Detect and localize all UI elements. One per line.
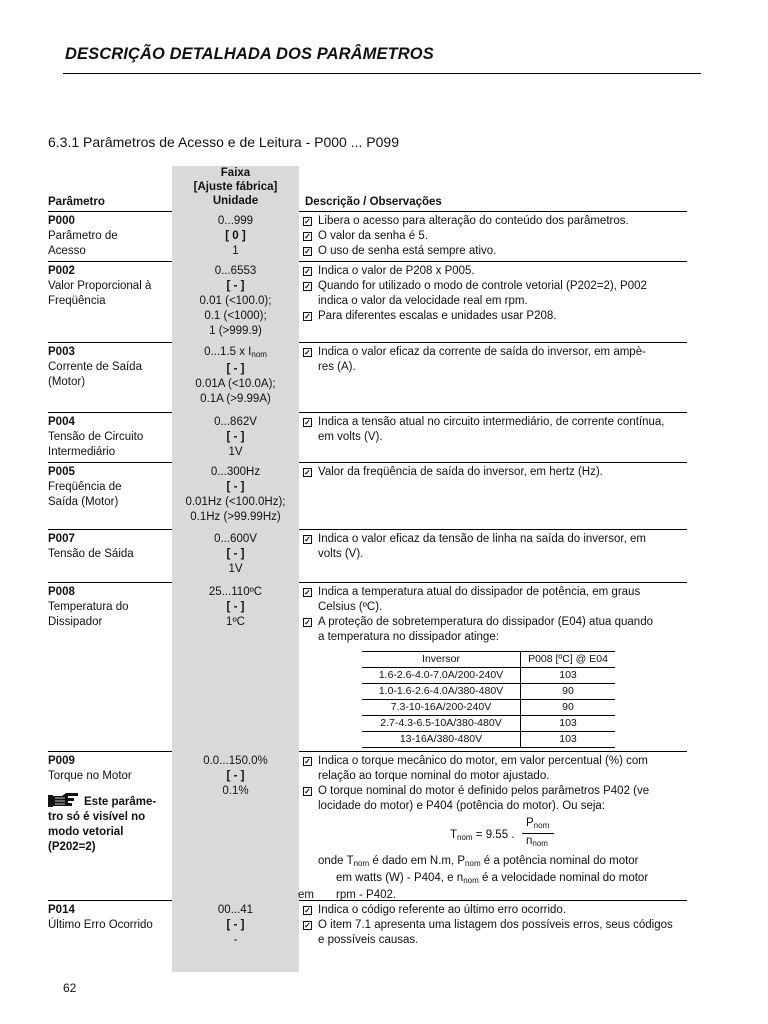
description-line: Valor da freqüência de saída do inversor, em hertz (Hz). bbox=[318, 466, 603, 478]
description-line: e possíveis causas. bbox=[318, 934, 419, 946]
checkbox-icon: ✓ bbox=[304, 267, 311, 276]
description-item bbox=[302, 465, 688, 480]
description-line: O valor da senha é 5. bbox=[318, 230, 428, 242]
row-rule bbox=[48, 462, 172, 463]
parameter-name-cell bbox=[48, 585, 170, 630]
inverter-table-cell: 1.6-2.6-4.0-7.0A/200-240V bbox=[362, 668, 521, 684]
description-item bbox=[302, 214, 688, 229]
description-line: Indica a temperatura atual do dissipador de potência, em graus bbox=[318, 586, 641, 598]
description-line: Libera o acesso para alteração do conteúdo dos parâmetros. bbox=[318, 215, 629, 227]
range-cell bbox=[172, 214, 299, 259]
range-value bbox=[172, 377, 299, 392]
range-value-text: 25...110ºC bbox=[208, 586, 263, 598]
page-number: 62 bbox=[63, 981, 77, 995]
parameter-name-cell bbox=[48, 345, 170, 390]
inverter-table-row bbox=[362, 716, 615, 732]
description-line: O item 7.1 apresenta uma listagem dos possíveis erros, seus códigos bbox=[318, 919, 673, 931]
vector-mode-note-line: tro só é visível no bbox=[48, 811, 146, 823]
range-value bbox=[172, 415, 299, 430]
description-item bbox=[302, 754, 688, 784]
description-line: volts (V). bbox=[318, 548, 364, 560]
parameter-name-cell bbox=[48, 903, 170, 933]
range-value-text: 00...41 bbox=[217, 904, 254, 916]
range-value bbox=[172, 362, 299, 377]
row-rule bbox=[48, 582, 172, 583]
formula-lhs: $T_{nom} = 9.55$ . bbox=[450, 829, 515, 842]
range-value-text: [ - ] bbox=[226, 481, 245, 493]
range-value bbox=[172, 615, 299, 630]
range-value bbox=[172, 279, 299, 294]
range-value bbox=[172, 600, 299, 615]
inverter-table-cell: 90 bbox=[521, 684, 616, 700]
range-value bbox=[172, 562, 299, 577]
row-rule bbox=[48, 261, 172, 262]
range-value-text: [ 0 ] bbox=[225, 230, 246, 242]
range-value-text: - bbox=[233, 934, 238, 946]
checkbox-icon: ✓ bbox=[304, 757, 311, 766]
inverter-table-row bbox=[362, 668, 615, 684]
page-header-title: DESCRIÇÃO DETALHADA DOS PARÂMETROS bbox=[65, 45, 434, 63]
checkbox-icon: ✓ bbox=[304, 906, 311, 915]
range-value-text: 0.1% bbox=[222, 785, 249, 797]
range-value-text: 0.01 (<100.0); bbox=[199, 295, 272, 307]
description-line: locidade do motor) e P404 (potência do motor). Ou seja: bbox=[318, 800, 606, 812]
parameter-name-line: Acesso bbox=[48, 245, 86, 257]
range-value-text: 0...6553 bbox=[214, 265, 257, 277]
description-item bbox=[302, 415, 688, 445]
formula-explanation-line: em watts (W) - P404, e $n_{nom}$ é a velocidade nominal do motor bbox=[336, 872, 649, 885]
parameter-code: P000 bbox=[48, 215, 75, 227]
description-cell bbox=[302, 465, 688, 480]
description-line: Indica a tensão atual no circuito intermediário, de corrente contínua, bbox=[318, 416, 665, 428]
inverter-table-cell: 103 bbox=[521, 716, 616, 732]
description-line: Quando for utilizado o modo de controle vetorial (P202=2), P002 bbox=[318, 280, 647, 292]
description-cell bbox=[302, 532, 688, 562]
range-value bbox=[172, 903, 299, 918]
description-line: O torque nominal do motor é definido pelos parâmetros P402 (ve bbox=[318, 785, 650, 797]
parameter-name-cell bbox=[48, 415, 170, 460]
range-value bbox=[172, 294, 299, 309]
checkbox-icon: ✓ bbox=[304, 282, 311, 291]
column-header-range-line: [Ajuste fábrica] bbox=[193, 181, 278, 193]
range-value-text: 1ºC bbox=[226, 616, 245, 628]
parameter-name-line: (Motor) bbox=[48, 376, 86, 388]
description-cell bbox=[302, 415, 688, 445]
range-value bbox=[172, 309, 299, 324]
range-value bbox=[172, 784, 299, 799]
row-rule bbox=[299, 529, 687, 530]
range-value bbox=[172, 345, 299, 362]
row-rule bbox=[299, 582, 687, 583]
row-rule bbox=[299, 412, 687, 413]
column-header-range-line: Unidade bbox=[212, 195, 259, 207]
range-value bbox=[172, 229, 299, 244]
checkbox-icon: ✓ bbox=[304, 217, 311, 226]
parameter-name-cell bbox=[48, 532, 170, 562]
parameter-name-cell bbox=[48, 214, 170, 259]
pointing-hand-icon bbox=[48, 792, 80, 808]
parameter-code: P009 bbox=[48, 755, 75, 767]
description-line: Indica o valor eficaz da tensão de linha na saída do inversor, em bbox=[318, 533, 646, 545]
range-value-text: 0...1.5 x I bbox=[204, 346, 252, 358]
inverter-temperature-table bbox=[362, 651, 615, 748]
parameter-name-line: Corrente de Saída bbox=[48, 361, 142, 373]
checkbox-icon: ✓ bbox=[304, 468, 311, 477]
checkbox-icon: ✓ bbox=[304, 418, 311, 427]
range-value-text: 1 bbox=[232, 245, 239, 257]
parameter-name-line: Valor Proporcional à bbox=[48, 280, 152, 292]
range-cell bbox=[172, 345, 299, 407]
range-value bbox=[172, 510, 299, 525]
range-value-text: 1V bbox=[228, 563, 243, 575]
range-value bbox=[172, 430, 299, 445]
description-item bbox=[302, 918, 688, 948]
inverter-table-cell: 13-16A/380-480V bbox=[362, 732, 521, 748]
inverter-table-cell: 103 bbox=[521, 668, 616, 684]
description-line: res (A). bbox=[318, 361, 356, 373]
description-line: em volts (V). bbox=[318, 431, 383, 443]
description-line: a temperatura no dissipador atinge: bbox=[318, 631, 499, 643]
parameter-code: P002 bbox=[48, 265, 75, 277]
range-value-text: [ - ] bbox=[226, 431, 245, 443]
range-value bbox=[172, 547, 299, 562]
range-value bbox=[172, 769, 299, 784]
description-line: relação ao torque nominal do motor ajustado. bbox=[318, 770, 550, 782]
description-line: Indica o valor de P208 x P005. bbox=[318, 265, 475, 277]
description-item bbox=[302, 532, 688, 562]
range-value bbox=[172, 214, 299, 229]
row-rule bbox=[48, 529, 172, 530]
parameter-name-line: Tensão de Sáida bbox=[48, 548, 134, 560]
description-line: Para diferentes escalas e unidades usar P208. bbox=[318, 310, 557, 322]
inverter-table-header-cell: Inversor bbox=[362, 652, 521, 668]
description-line: Indica o torque mecânico do motor, em valor percentual (%) com bbox=[318, 755, 648, 767]
checkbox-icon: ✓ bbox=[304, 588, 311, 597]
range-cell bbox=[172, 903, 299, 948]
description-item bbox=[302, 903, 688, 918]
inverter-table-cell: 1.0-1.6-2.6-4.0A/380-480V bbox=[362, 684, 521, 700]
range-value-text: [ - ] bbox=[226, 770, 245, 782]
header-rule bbox=[63, 73, 701, 74]
description-line: A proteção de sobretemperatura do dissipador (E04) atua quando bbox=[318, 616, 653, 628]
range-value-text: [ - ] bbox=[226, 919, 245, 931]
row-rule bbox=[48, 342, 172, 343]
description-item bbox=[302, 244, 688, 259]
parameter-code: P014 bbox=[48, 904, 75, 916]
parameter-code: P003 bbox=[48, 346, 75, 358]
checkbox-icon: ✓ bbox=[304, 618, 311, 627]
row-rule bbox=[48, 211, 172, 212]
description-line: Indica o código referente ao último erro ocorrido. bbox=[318, 904, 567, 916]
row-rule bbox=[299, 211, 687, 212]
range-cell bbox=[172, 754, 299, 799]
range-cell bbox=[172, 585, 299, 630]
description-item bbox=[302, 309, 688, 324]
range-value-text: 0.01A (<10.0A); bbox=[195, 378, 276, 390]
parameter-name-cell bbox=[48, 754, 170, 855]
range-value-text: 0.0...150.0% bbox=[203, 755, 268, 767]
column-header-range-line: Faixa bbox=[220, 167, 251, 179]
range-value-text: 0.01Hz (<100.0Hz); bbox=[185, 496, 286, 508]
range-value bbox=[172, 480, 299, 495]
description-cell bbox=[302, 345, 688, 375]
checkbox-icon: ✓ bbox=[304, 348, 311, 357]
row-rule bbox=[299, 462, 687, 463]
description-line: Celsius (ºC). bbox=[318, 601, 383, 613]
parameter-name-line: Parâmetro de bbox=[48, 230, 118, 242]
parameter-name-line: Torque no Motor bbox=[48, 770, 132, 782]
inverter-table-row bbox=[362, 732, 615, 748]
parameter-name-line: Último Erro Ocorrido bbox=[48, 919, 153, 931]
inverter-table-cell: 2.7-4.3-6.5-10A/380-480V bbox=[362, 716, 521, 732]
column-header-parameter: Parâmetro bbox=[48, 196, 105, 208]
range-value bbox=[172, 392, 299, 407]
range-value-text: [ - ] bbox=[226, 363, 245, 375]
description-item bbox=[302, 279, 688, 309]
range-value-text: 1 (>999.9) bbox=[209, 325, 262, 337]
parameter-name-line: Freqüência bbox=[48, 295, 106, 307]
range-value-text: [ - ] bbox=[226, 601, 245, 613]
range-value-text: 0...999 bbox=[217, 215, 254, 227]
parameter-name-line: Freqüência de bbox=[48, 481, 122, 493]
checkbox-icon: ✓ bbox=[304, 787, 311, 796]
range-value-text: 1V bbox=[228, 446, 243, 458]
parameter-code: P008 bbox=[48, 586, 75, 598]
inverter-table-row bbox=[362, 700, 615, 716]
vector-mode-note-line: (P202=2) bbox=[48, 841, 96, 853]
description-item bbox=[302, 229, 688, 244]
formula-numerator: $P_{nom}$ bbox=[526, 817, 550, 830]
column-header-description: Descrição / Observações bbox=[305, 196, 442, 208]
parameter-code: P004 bbox=[48, 416, 75, 428]
checkbox-icon: ✓ bbox=[304, 247, 311, 256]
description-item bbox=[302, 784, 688, 814]
inverter-table-cell: 7.3-10-16A/200-240V bbox=[362, 700, 521, 716]
row-rule bbox=[48, 751, 172, 752]
parameter-code: P007 bbox=[48, 533, 75, 545]
range-value bbox=[172, 918, 299, 933]
vector-mode-note-line: modo vetorial bbox=[48, 826, 124, 838]
inverter-table-header-row bbox=[362, 652, 615, 668]
inverter-table-row bbox=[362, 684, 615, 700]
inverter-table-cell: 90 bbox=[521, 700, 616, 716]
range-subscript: nom bbox=[251, 350, 267, 359]
range-value-text: 0...862V bbox=[214, 416, 257, 428]
checkbox-icon: ✓ bbox=[304, 232, 311, 241]
parameter-name-line: Saída (Motor) bbox=[48, 496, 119, 508]
parameter-name-cell bbox=[48, 264, 170, 309]
range-cell bbox=[172, 415, 299, 460]
range-value bbox=[172, 465, 299, 480]
range-value bbox=[172, 754, 299, 769]
inverter-table-cell: 103 bbox=[521, 732, 616, 748]
description-cell bbox=[302, 585, 688, 645]
vector-mode-note-line: Este parâme- bbox=[84, 796, 157, 808]
section-title: 6.3.1 Parâmetros de Acesso e de Leitura - P000 ... P099 bbox=[48, 134, 399, 150]
row-rule bbox=[48, 412, 172, 413]
formula-denominator: $n_{nom}$ bbox=[526, 835, 548, 848]
row-rule bbox=[299, 342, 687, 343]
parameter-name-line: Dissipador bbox=[48, 616, 103, 628]
parameter-name-cell bbox=[48, 465, 170, 510]
range-cell bbox=[172, 465, 299, 525]
parameter-name-line: Tensão de Circuito bbox=[48, 431, 144, 443]
row-rule bbox=[299, 751, 687, 752]
range-value bbox=[172, 933, 299, 948]
checkbox-icon: ✓ bbox=[304, 535, 311, 544]
description-line: indica o valor da velocidade real em rpm. bbox=[318, 295, 528, 307]
column-header-range bbox=[172, 166, 299, 208]
formula-explanation-line: em rpm - P402. bbox=[298, 889, 397, 901]
description-item bbox=[302, 345, 688, 375]
description-cell bbox=[302, 903, 688, 948]
range-value bbox=[172, 244, 299, 259]
torque-formula bbox=[302, 816, 688, 854]
range-value-text: [ - ] bbox=[226, 280, 245, 292]
description-item bbox=[302, 585, 688, 615]
vector-mode-note bbox=[48, 792, 170, 855]
range-value-text: 0.1Hz (>99.99Hz) bbox=[190, 511, 281, 523]
parameter-name-line: Temperatura do bbox=[48, 601, 129, 613]
parameter-name-line: Intermediário bbox=[48, 446, 116, 458]
inverter-table-header-cell: P008 [ºC] @ E04 bbox=[521, 652, 616, 668]
range-value bbox=[172, 585, 299, 600]
range-value-text: 0...300Hz bbox=[210, 466, 261, 478]
range-cell bbox=[172, 532, 299, 577]
range-value bbox=[172, 445, 299, 460]
description-item bbox=[302, 264, 688, 279]
description-line: O uso de senha está sempre ativo. bbox=[318, 245, 497, 257]
description-line: Indica o valor eficaz da corrente de saída do inversor, em ampè- bbox=[318, 346, 646, 358]
description-cell bbox=[302, 214, 688, 259]
range-value-text: 0.1A (>9.99A) bbox=[200, 393, 271, 405]
description-item bbox=[302, 615, 688, 645]
description-cell bbox=[302, 264, 688, 324]
range-value-text: 0.1 (<1000); bbox=[204, 310, 267, 322]
row-rule bbox=[299, 261, 687, 262]
checkbox-icon: ✓ bbox=[304, 921, 311, 930]
checkbox-icon: ✓ bbox=[304, 312, 311, 321]
description-cell bbox=[298, 754, 688, 903]
range-value bbox=[172, 532, 299, 547]
range-value-text: 0...600V bbox=[214, 533, 257, 545]
range-cell bbox=[172, 264, 299, 339]
formula-explanation-line: onde $T_{nom}$ é dado em N.m, $P_{nom}$ é a potência nominal do motor bbox=[318, 855, 639, 868]
range-value-text: [ - ] bbox=[226, 548, 245, 560]
range-value bbox=[172, 264, 299, 279]
range-value bbox=[172, 324, 299, 339]
range-value bbox=[172, 495, 299, 510]
parameter-code: P005 bbox=[48, 466, 75, 478]
row-rule bbox=[48, 900, 172, 901]
